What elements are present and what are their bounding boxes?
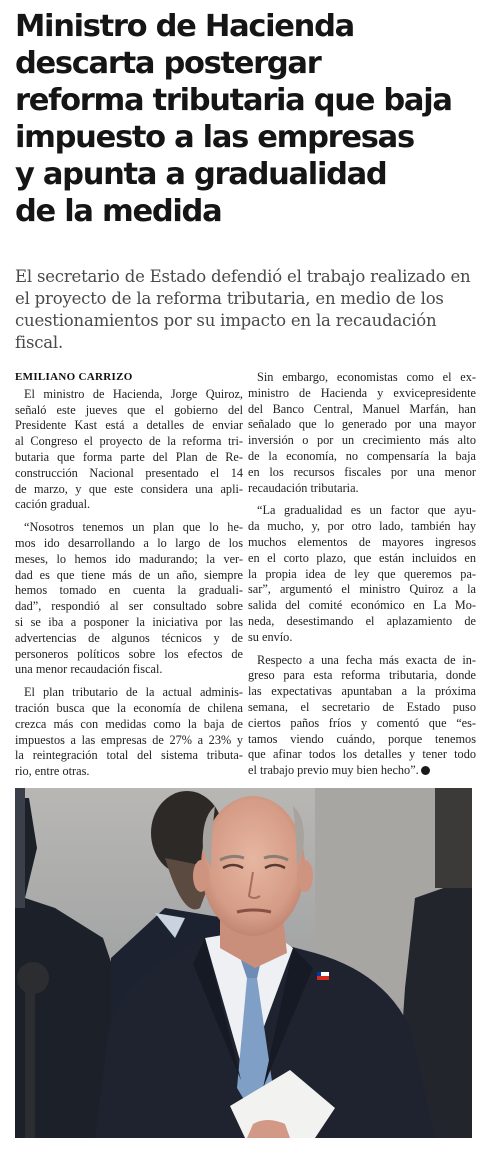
body-line: impuestos a las empresas de 27% a 23% y (15, 732, 243, 747)
body-line: de la economía, no compensaría la baja (248, 448, 476, 463)
deck-line: el proyecto de la reforma tributaria, en medio de los (15, 289, 444, 308)
body-line: butaria que forma parte del Plan de Re- (15, 449, 243, 464)
body-line: rio, entre otras. (15, 764, 90, 779)
body-line: semana, el secretario de Estado puso (248, 699, 476, 714)
body-line: mos ido desarrollando a lo largo de los (15, 535, 243, 550)
headline-line: y apunta a gradualidad (15, 157, 387, 192)
body-line: inversión o por un crecimiento más alto (248, 433, 476, 448)
article-column-right (248, 370, 476, 786)
paragraph (248, 653, 476, 779)
body-line: del Banco Central, Manuel Marfán, han (248, 401, 476, 416)
headline-line: reforma tributaria que baja (15, 83, 452, 118)
chile-flag-pin-icon (317, 972, 329, 980)
body-line: tración busca que la economía de chilena (15, 700, 243, 715)
body-line: recaudación tributaria. (248, 480, 359, 495)
headline-line: Ministro de Hacienda (15, 9, 354, 44)
right-column-body (248, 370, 476, 779)
article-column-left (15, 370, 243, 787)
body-line: el trabajo previo muy bien hecho”. (248, 763, 476, 779)
body-line: ciertos paños fríos y comentó que “es- (248, 715, 476, 730)
body-line: Sin embargo, economistas como el ex- (257, 370, 476, 384)
body-line: señalado que lo generado por una mayor (248, 417, 476, 432)
body-line: la propia idea de ley que queremos pa- (248, 566, 476, 581)
body-line: “Nosotros tenemos un plan que lo he- (24, 520, 243, 535)
body-line: una menor recaudación fiscal. (15, 662, 163, 677)
body-line: El plan tributario de la actual adminis- (24, 685, 243, 700)
body-line: si se iba a posponer la iniciativa por las (15, 614, 243, 629)
main-subject-face (201, 796, 305, 936)
end-mark-icon (421, 766, 430, 775)
body-line: cación gradual. (15, 497, 91, 512)
body-line: dad es que tiene más de un año, siempre (15, 567, 243, 582)
body-line: ministro de Hacienda y exvicepresidente (248, 385, 476, 400)
body-line: meses, lo hemos ido madurando; la ver- (15, 551, 243, 566)
body-line: salida del comité económico en La Mo- (248, 598, 476, 613)
headline-line: impuesto a las empresas (15, 120, 414, 155)
body-line: hemos tomado en cuenta la graduali- (15, 583, 243, 598)
left-column-body (15, 387, 243, 780)
deck-line: cuestionamientos por su impacto en la recaudación (15, 311, 437, 330)
headline (15, 8, 477, 230)
byline: EMILIANO CARRIZO (15, 371, 133, 383)
paragraph (15, 520, 243, 678)
body-line: neda, desestimando el aplazamiento de (248, 613, 476, 628)
body-line: señaló este jueves que el gobierno del (15, 402, 243, 417)
body-line: Respecto a una fecha más exacta de in- (257, 652, 476, 667)
body-line: en el corto plazo, que están incluidos en (248, 550, 476, 565)
body-line: las expectativas apuntaban a la próxima (248, 684, 476, 699)
body-line: tamos viendo cuándo, porque tenemos (248, 731, 476, 746)
deck-line: El secretario de Estado defendió el trabajo realizado en (15, 267, 471, 286)
paragraph (15, 685, 243, 780)
body-line: greso para esta reforma tributaria, donde (248, 668, 476, 683)
body-line: construcción Nacional presentado el 14 (15, 465, 243, 480)
deck-line: fiscal. (15, 333, 64, 352)
body-line: su envío. (248, 629, 293, 644)
paragraph (248, 370, 476, 496)
body-line: al Congreso el proyecto de la reforma tri- (15, 434, 243, 449)
body-line: “La gradualidad es un factor que ayu- (257, 503, 476, 518)
paragraph (248, 503, 476, 645)
body-line: Presidente Kast está a detalles de enviar (15, 418, 243, 433)
body-line: muchos elementos de mayores ingresos (248, 534, 476, 549)
headline-line: de la medida (15, 194, 222, 229)
photo-illustration (15, 788, 472, 1138)
body-line: dad”, respondió al ser consultado sobre (15, 599, 243, 614)
headline-line: descarta postergar (15, 46, 321, 81)
article-photo (15, 788, 472, 1138)
body-line: de marzo, y que este considera una apli- (15, 481, 243, 496)
body-line: sar”, argumentó el ministro Quiroz a la (248, 582, 476, 597)
paragraph (15, 387, 243, 513)
body-line: da mucho, y, por otro lado, también hay (248, 519, 476, 534)
body-line: la reintegración total del sistema tributa- (15, 748, 243, 763)
body-line: advertencias de algunos técnicos y de (15, 630, 243, 645)
body-line: en los recursos fiscales por una menor (248, 464, 476, 479)
body-line: personeros políticos sobre los efectos de (15, 646, 243, 661)
deck-subtitle (15, 266, 475, 354)
body-line: que afinar todos los detalles y tener todo (248, 747, 476, 762)
body-line: crezca más con medidas como la baja de (15, 716, 243, 731)
body-line: El ministro de Hacienda, Jorge Quiroz, (24, 386, 243, 401)
